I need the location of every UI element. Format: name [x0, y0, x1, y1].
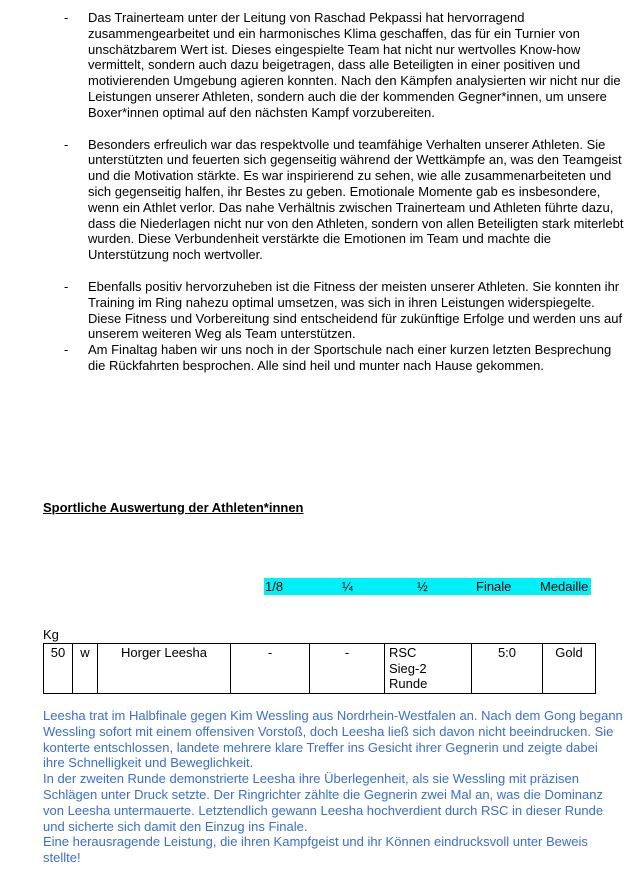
round-header-half: ½ [417, 579, 428, 594]
summary-bullet-list [64, 10, 624, 374]
cell-half [385, 644, 472, 694]
round-header-r8: 1/8 [265, 579, 284, 594]
round-header-bar [264, 578, 591, 595]
bullet-item: - Besonders erfreulich war das respektvolle und teamfähige Verhalten unserer Athleten. Sie unterstützten und feuerten sich gegenseitig während der Wettkämpfe an, was den Teamgeist und die Motivation stärkte. Es war inspirierend zu sehen, wie alle zusammenarbeiteten und sich gegenseitig halfen, ihr Bestes zu geben. Emotionale Momente gab es insbesondere, wenn ein Athlet verlor. Das nahe Verhältnis zwischen Trainerteam und Athleten führte dazu, dass die Niederlagen nicht nur von den Athleten, sondern von allen Beteiligten stark miterlebt wurden. Diese Verbundenheit verstärkte die Emotionen im Team und machte die Unterstützung noch wertvoller. [64, 137, 624, 263]
round-header-final: Finale [476, 579, 512, 594]
weight-label: Kg [43, 627, 59, 642]
section-heading: Sportliche Auswertung der Athleten*innen [43, 500, 304, 515]
report-paragraph: Eine herausragende Leistung, die ihren Kampfgeist und ihr Können eindrucksvoll unter Beweis stellte! [43, 834, 588, 866]
cell-r8: - [231, 644, 310, 694]
cell-athlete-name: Horger Leesha [98, 644, 231, 694]
report-paragraph: Leesha trat im Halbfinale gegen Kim Wessling aus Nordrhein-Westfalen an. Nach dem Gong begann Wessling sofort mit einem offensiven Vorstoß, doch Leesha ließ sich davon nicht beeindrucken. Sie konterte entschlossen, landete mehrere klare Treffer ins Gesicht ihrer Gegnerin und zeigte dabei ihre Schnelligkeit und Beweglichkeit. [43, 708, 623, 771]
cell-half-line: Runde [389, 676, 428, 691]
cell-half-line: Sieg-2 [389, 660, 427, 676]
cell-gender: w [73, 644, 98, 694]
bullet-item: - Ebenfalls positiv hervorzuheben ist die Fitness der meisten unserer Athleten. Sie konnten ihr Training im Ring nahezu optimal umsetzen, was sich in ihren Leistungen widerspiegelte. Diese Fitness und Vorbereitung sind entscheidend für zukünftige Erfolge und werden uns auf unserem weiteren Weg als Team unterstützen. [64, 279, 624, 342]
table-row [44, 644, 596, 694]
results-table [43, 643, 596, 694]
bullet-item: - Am Finaltag haben wir uns noch in der Sportschule nach einer kurzen letzten Besprechung die Rückfahrten besprochen. Alle sind heil und munter nach Hause gekommen. [64, 342, 624, 374]
cell-quarter: - [310, 644, 385, 694]
cell-weight: 50 [44, 644, 73, 694]
round-header-medal: Medaille [540, 579, 589, 594]
cell-half-line: RSC [389, 645, 417, 660]
cell-medal: Gold [543, 644, 596, 694]
report-paragraph: In der zweiten Runde demonstrierte Leesha ihre Überlegenheit, als sie Wessling mit präzisen Schlägen unter Druck setzte. Der Ringrichter zählte die Gegnerin zwei Mal an, was die Dominanz von Leesha untermauerte. Letztendlich gewann Leesha hochverdient durch RSC in dieser Runde und sicherte sich damit den Einzug ins Finale. [43, 771, 604, 834]
fight-report [43, 708, 623, 866]
bullet-item: - Das Trainerteam unter der Leitung von Raschad Pekpassi hat hervorragend zusammengearbeitet und ein harmonisches Klima geschaffen, das für ein Turnier von unschätzbarem Wert ist. Dieses eingespielte Team hat nicht nur wertvolles Know-how vermittelt, sondern auch dazu beigetragen, dass alle Beteiligten in einer positiven und motivierenden Umgebung agieren konnten. Nach den Kämpfen analysierten wir nicht nur die Leistungen unserer Athleten, sondern auch die der kommenden Gegner*innen, um unsere Boxer*innen optimal auf den nächsten Kampf vorzubereiten. [64, 10, 624, 121]
cell-final: 5:0 [472, 644, 543, 694]
round-header-quarter: ¼ [342, 579, 353, 594]
